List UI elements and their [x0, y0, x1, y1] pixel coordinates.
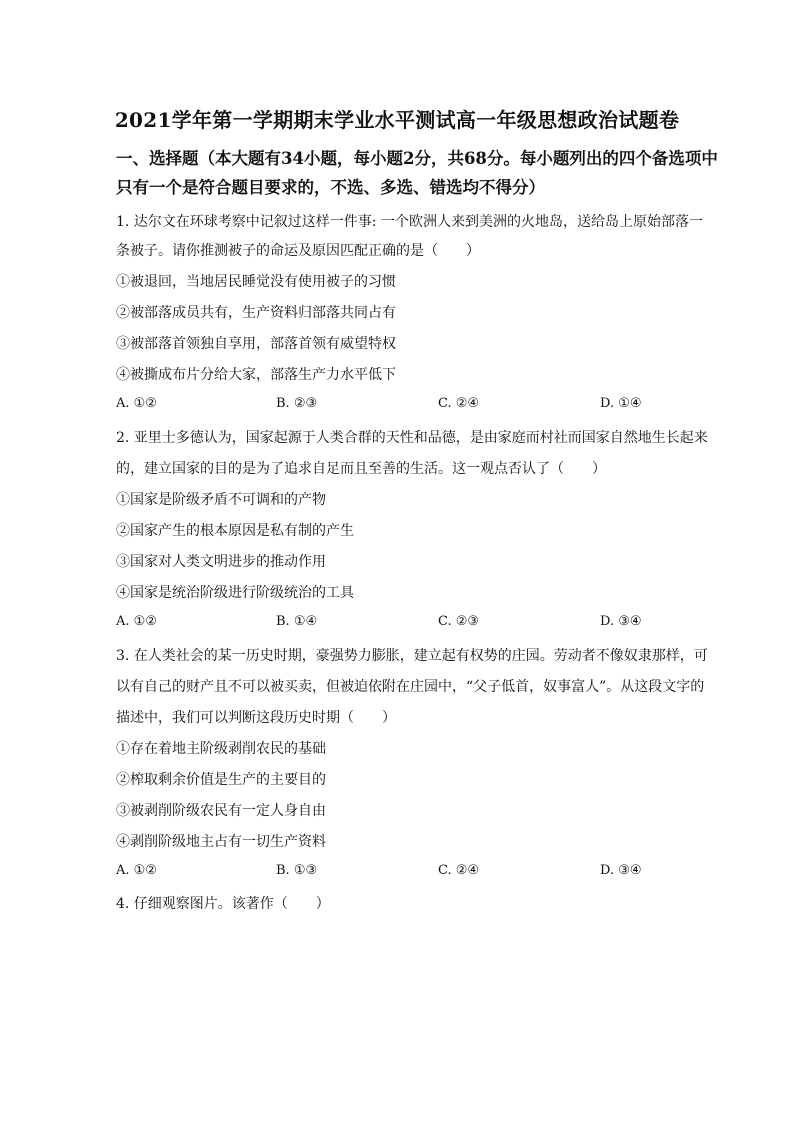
question-4-stem-line-1: 4. 仔细观察图片。该著作（ ） — [116, 896, 330, 912]
question-3-item-3: ③被剥削阶级农民有一定人身自由 — [116, 803, 326, 819]
question-2-stem-line-1: 2. 亚里士多德认为，国家起源于人类合群的天性和品德，是由家庭而村社而国家自然地生长起来 — [116, 430, 708, 446]
question-1-option-b: B. ②③ — [276, 396, 318, 411]
question-2-item-3: ③国家对人类文明进步的推动作用 — [116, 554, 326, 570]
question-2-option-b: B. ①④ — [276, 614, 318, 629]
question-2-item-1: ①国家是阶级矛盾不可调和的产物 — [116, 492, 326, 508]
question-1-item-3: ③被部落首领独自享用，部落首领有威望特权 — [116, 336, 396, 352]
question-1-item-1: ①被退回，当地居民睡觉没有使用被子的习惯 — [116, 274, 396, 290]
question-1-item-4: ④被撕成布片分给大家，部落生产力水平低下 — [116, 367, 396, 383]
question-2-stem-line-2: 的，建立国家的目的是为了追求自足而且至善的生活。这一观点否认了（ ） — [116, 461, 606, 477]
question-3-item-4: ④剥削阶级地主占有一切生产资料 — [116, 834, 326, 850]
question-1-stem-line-2: 条被子。请你推测被子的命运及原因匹配正确的是（ ） — [116, 243, 480, 259]
question-1-item-2: ②被部落成员共有，生产资料归部落共同占有 — [116, 305, 396, 321]
question-1-stem-line-1: 1. 达尔文在环球考察中记叙过这样一件事: 一个欧洲人来到美洲的火地岛，送给岛上原始部落一 — [116, 214, 703, 230]
section-heading-line-2: 只有一个是符合题目要求的，不选、多选、错选均不得分） — [116, 178, 545, 197]
question-3-option-d: D. ③④ — [600, 863, 642, 878]
question-3-item-2: ②榨取剩余价值是生产的主要目的 — [116, 772, 326, 788]
question-3-stem-line-3: 描述中，我们可以判断这段历史时期（ ） — [116, 710, 396, 726]
question-3-option-b: B. ①③ — [276, 863, 318, 878]
question-3-option-c: C. ②④ — [438, 863, 480, 878]
question-3-stem-line-1: 3. 在人类社会的某一历史时期，豪强势力膨胀，建立起有权势的庄园。劳动者不像奴隶那样，可 — [116, 648, 708, 664]
section-heading-line-1: 一、选择题（本大题有34小题，每小题2分，共68分。每小题列出的四个备选项中 — [116, 149, 718, 168]
question-1-option-c: C. ②④ — [438, 396, 480, 411]
question-1-option-d: D. ①④ — [600, 396, 642, 411]
question-2-item-4: ④国家是统治阶级进行阶级统治的工具 — [116, 585, 354, 601]
question-1-option-a: A. ①② — [116, 396, 157, 411]
question-3-option-a: A. ①② — [116, 863, 157, 878]
question-2-option-c: C. ②③ — [438, 614, 480, 629]
question-2-item-2: ②国家产生的根本原因是私有制的产生 — [116, 523, 354, 539]
question-3-item-1: ①存在着地主阶级剥削农民的基础 — [116, 741, 326, 757]
question-3-stem-line-2: 以有自己的财产且不可以被买卖，但被迫依附在庄园中，“父子低首，奴事富人”。从这段文字的 — [116, 679, 705, 695]
question-2-option-a: A. ①② — [116, 614, 157, 629]
exam-title: 2021学年第一学期期末学业水平测试高一年级思想政治试题卷 — [114, 108, 680, 132]
question-2-option-d: D. ③④ — [600, 614, 642, 629]
